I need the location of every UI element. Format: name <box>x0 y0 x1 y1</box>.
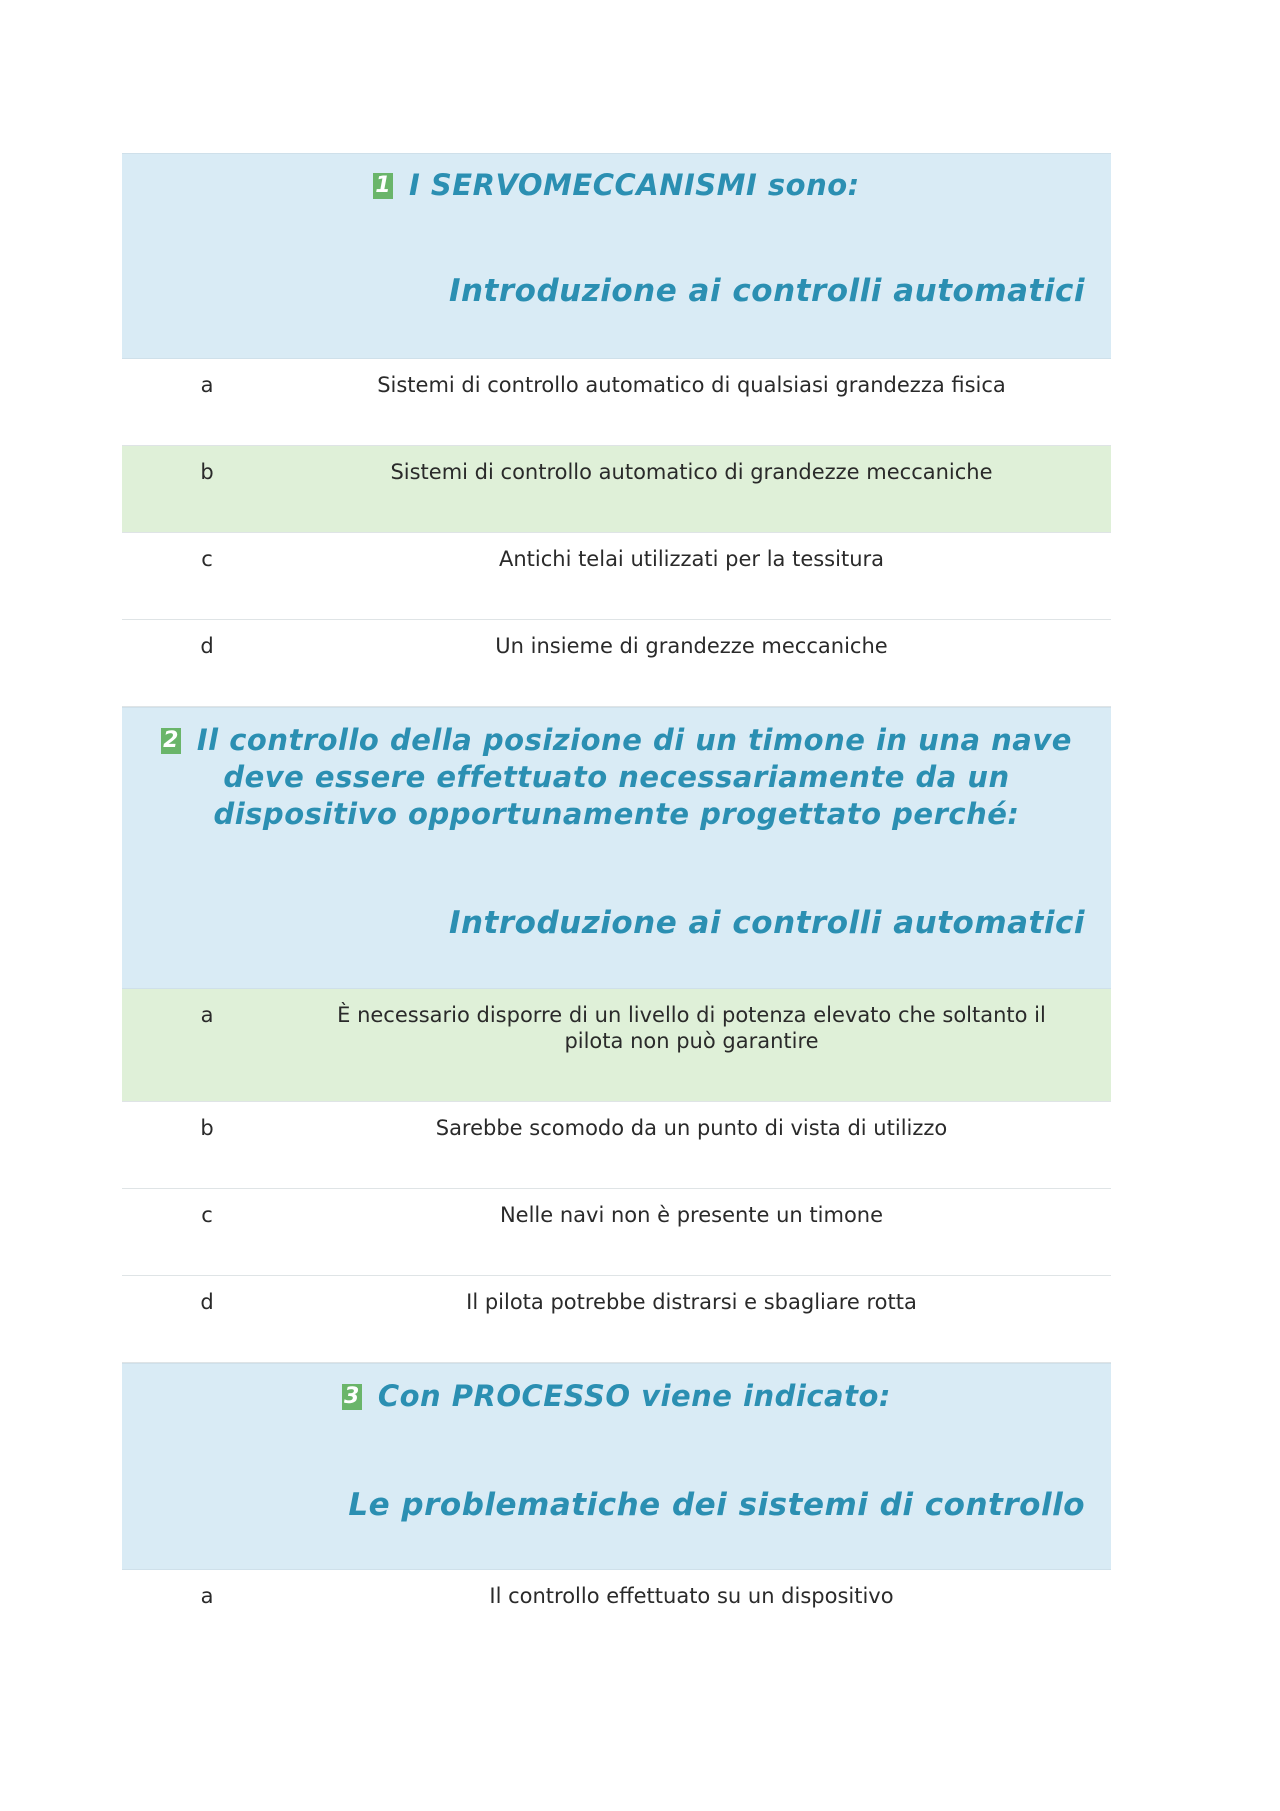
answer-text: Nelle navi non è presente un timone <box>499 1203 884 1227</box>
question-number-badge: 1 <box>375 173 392 198</box>
answer-text: Sarebbe scomodo da un punto di vista di utilizzo <box>435 1116 948 1140</box>
answer-text: Il pilota potrebbe distrarsi e sbagliare rotta <box>466 1290 917 1314</box>
answer-row[interactable] <box>122 533 1111 620</box>
answer-text: Antichi telai utilizzati per la tessitura <box>498 547 885 571</box>
answer-letter: d <box>200 1290 214 1314</box>
answer-letter: a <box>200 1584 214 1608</box>
answer-text: Un insieme di grandezze meccaniche <box>495 634 888 658</box>
quiz-sheet <box>122 153 1111 1657</box>
answer-letter: c <box>201 547 213 571</box>
question-header <box>122 707 1111 989</box>
answer-row[interactable] <box>122 1276 1111 1363</box>
question-number-badge: 2 <box>163 728 179 753</box>
question-topic: Introduzione ai controlli automatici <box>448 273 1085 309</box>
question-topic: Le problematiche dei sistemi di controllo <box>348 1487 1085 1523</box>
answer-row[interactable] <box>122 620 1111 707</box>
question-number-badge: 3 <box>344 1384 360 1409</box>
question-text: I SERVOMECCANISMI sono: <box>409 168 860 202</box>
answer-letter: b <box>200 460 214 484</box>
answer-row[interactable] <box>122 1102 1111 1189</box>
answer-letter: a <box>200 373 214 397</box>
question-header <box>122 1363 1111 1570</box>
question-title <box>122 1364 1111 1415</box>
answer-text: Il controllo effettuato su un dispositivo <box>489 1584 894 1608</box>
answer-letter: b <box>200 1116 214 1140</box>
answer-letter: c <box>201 1203 213 1227</box>
question-text: Il controllo della posizione di un timone in una nave deve essere effettuato necessariamente da un dispositivo opportunamente progettato perché: <box>196 723 1072 831</box>
question-title <box>122 708 1111 833</box>
answer-text: Sistemi di controllo automatico di qualsiasi grandezza fisica <box>377 373 1006 397</box>
answer-letter: a <box>200 1003 214 1027</box>
answer-text: È necessario disporre di un livello di potenza elevato che soltanto il pilota non può garantire <box>337 1003 1046 1053</box>
question-topic: Introduzione ai controlli automatici <box>448 905 1085 941</box>
question-text: Con PROCESSO viene indicato: <box>377 1379 891 1413</box>
answer-letter: d <box>200 634 214 658</box>
answer-row-correct[interactable] <box>122 989 1111 1102</box>
answer-text: Sistemi di controllo automatico di grandezze meccaniche <box>390 460 993 484</box>
question-title <box>122 154 1111 204</box>
answer-row[interactable] <box>122 1570 1111 1657</box>
answer-row[interactable] <box>122 1189 1111 1276</box>
answer-row[interactable] <box>122 359 1111 446</box>
question-header <box>122 153 1111 359</box>
answer-row-correct[interactable] <box>122 446 1111 533</box>
